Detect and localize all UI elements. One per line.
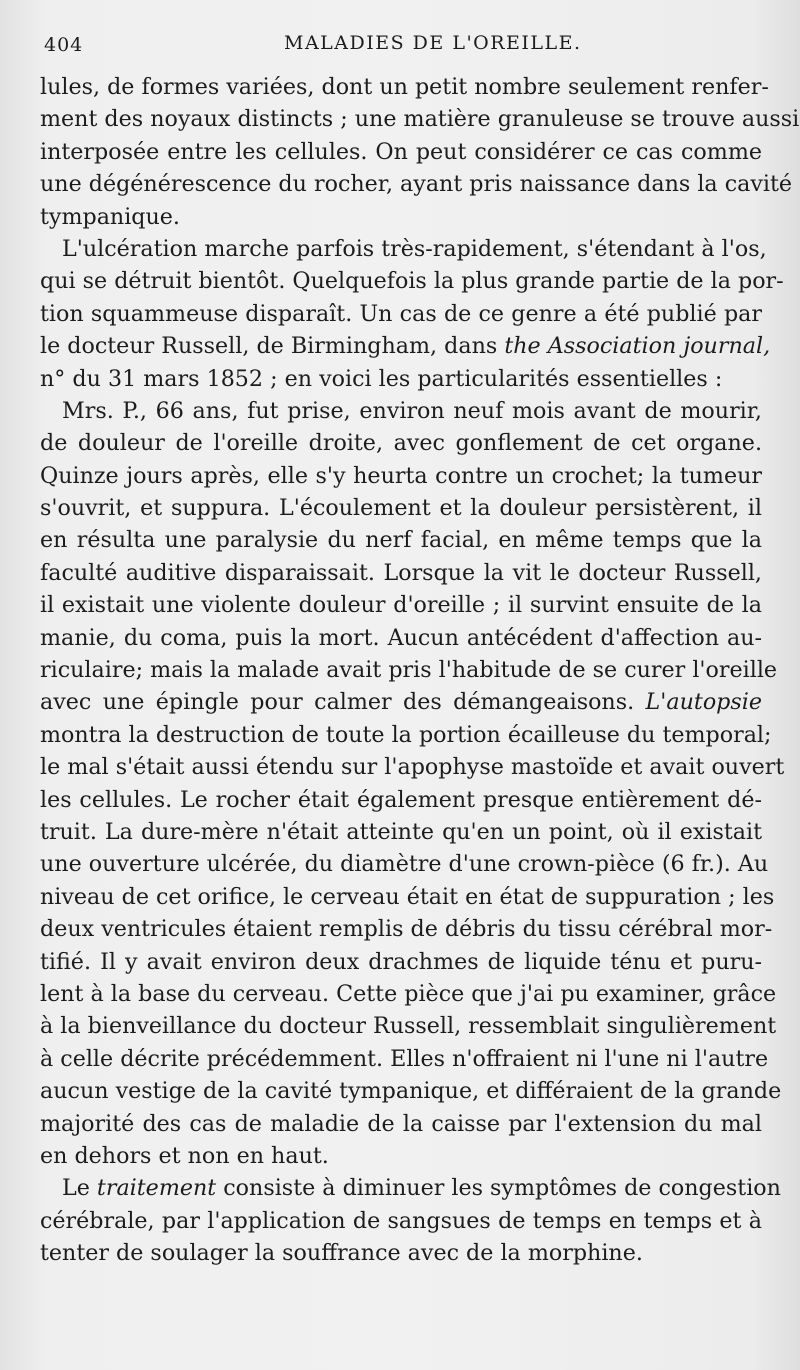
text-line: le mal s'était aussi étendu sur l'apophyse mastoïde et avait ouvert bbox=[40, 754, 785, 781]
text-line: une ouverture ulcérée, du diamètre d'une crown-pièce (6 fr.). Au bbox=[40, 851, 769, 878]
text-line: Mrs. P., 66 ans, fut prise, environ neuf mois avant de mourir, bbox=[62, 397, 762, 424]
text-line: en dehors et non en haut. bbox=[40, 1142, 329, 1169]
text-line: tion squammeuse disparaît. Un cas de ce genre a été publié par bbox=[40, 300, 762, 327]
text-line: truit. La dure-mère n'était atteinte qu'en un point, où il existait bbox=[40, 818, 762, 845]
running-title: MALADIES DE L'OREILLE. bbox=[284, 32, 582, 54]
text-line: une dégénérescence du rocher, ayant pris naissance dans la cavité bbox=[40, 171, 793, 198]
text-line: deux ventricules étaient remplis de débris du tissu cérébral mor- bbox=[40, 916, 773, 943]
text-line: riculaire; mais la malade avait pris l'habitude de se curer l'oreille bbox=[40, 657, 778, 684]
line-segment: consiste à diminuer les symptômes de congestion bbox=[216, 1175, 781, 1202]
text-line: niveau de cet orifice, le cerveau était en état de suppuration ; les bbox=[40, 883, 775, 910]
italic-segment: L'autopsie bbox=[645, 689, 762, 716]
page-header bbox=[44, 30, 756, 64]
line-segment: avec une épingle pour calmer des démangeaisons. bbox=[40, 689, 646, 716]
text-line: manie, du coma, puis la mort. Aucun antécédent d'affection au- bbox=[40, 624, 762, 651]
text-line: de douleur de l'oreille droite, avec gonflement de cet organe. bbox=[40, 430, 762, 457]
text-line: tympanique. bbox=[40, 203, 180, 230]
text-line: tenter de soulager la souffrance avec de la morphine. bbox=[40, 1240, 643, 1267]
text-line: Quinze jours après, elle s'y heurta contre un crochet; la tumeur bbox=[40, 462, 762, 489]
text-line: interposée entre les cellules. On peut considérer ce cas comme bbox=[40, 138, 762, 165]
text-line: L'ulcération marche parfois très-rapidement, s'étendant à l'os, bbox=[62, 235, 767, 262]
text-line: lules, de formes variées, dont un petit nombre seulement renfer- bbox=[40, 74, 769, 100]
body-text bbox=[40, 71, 800, 1269]
text-line: qui se détruit bientôt. Quelquefois la plus grande partie de la por- bbox=[40, 268, 784, 295]
line-segment: Le bbox=[62, 1175, 97, 1202]
text-line: n° du 31 mars 1852 ; en voici les particularités essentielles : bbox=[40, 365, 723, 392]
text-line: tifié. Il y avait environ deux drachmes de liquide ténu et puru- bbox=[40, 948, 762, 975]
text-line: lent à la base du cerveau. Cette pièce que j'ai pu examiner, grâce bbox=[40, 980, 777, 1007]
paragraph bbox=[40, 1172, 781, 1269]
text-line: cérébrale, par l'application de sangsues de temps en temps et à bbox=[40, 1207, 762, 1234]
italic-segment: the Association journal, bbox=[504, 333, 771, 360]
text-line: à la bienveillance du docteur Russell, ressemblait singulièrement bbox=[40, 1013, 777, 1040]
paragraph bbox=[40, 233, 784, 395]
line-segment: le docteur Russell, de Birmingham, dans bbox=[40, 333, 505, 360]
text-line: montra la destruction de toute la portion écailleuse du temporal; bbox=[40, 721, 772, 748]
text-line: faculté auditive disparaissait. Lorsque la vit le docteur Russell, bbox=[40, 559, 762, 586]
text-line: majorité des cas de maladie de la caisse par l'extension du mal bbox=[40, 1110, 762, 1137]
text-line: s'ouvrit, et suppura. L'écoulement et la douleur persistèrent, il bbox=[40, 495, 762, 522]
text-line bbox=[40, 330, 771, 362]
text-line: en résulta une paralysie du nerf facial, en même temps que la bbox=[40, 527, 762, 554]
text-line bbox=[40, 1172, 781, 1204]
text-line bbox=[40, 686, 762, 718]
text-line: à celle décrite précédemment. Elles n'offraient ni l'une ni l'autre bbox=[40, 1045, 769, 1072]
paragraph bbox=[40, 395, 785, 1172]
page-number: 404 bbox=[44, 34, 84, 56]
text-line: aucun vestige de la cavité tympanique, et différaient de la grande bbox=[40, 1078, 782, 1105]
italic-segment: traitement bbox=[96, 1175, 217, 1202]
text-line: ment des noyaux distincts ; une matière granuleuse se trouve aussi bbox=[40, 106, 800, 133]
text-line: il existait une violente douleur d'oreille ; il survint ensuite de la bbox=[40, 592, 762, 619]
text-line: les cellules. Le rocher était également presque entièrement dé- bbox=[40, 786, 762, 813]
paragraph bbox=[40, 71, 800, 233]
